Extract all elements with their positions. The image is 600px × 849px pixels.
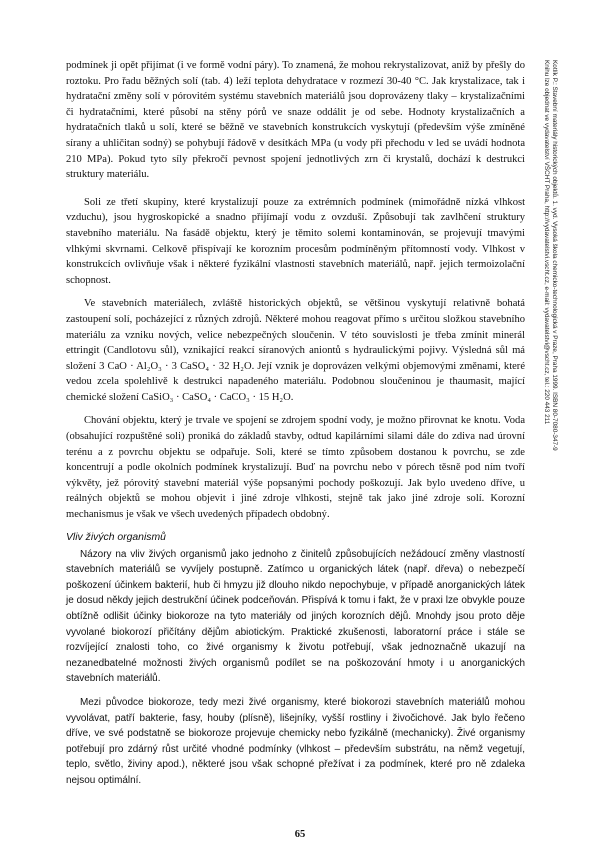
body-text bbox=[66, 58, 525, 797]
side-citation bbox=[542, 60, 558, 451]
paragraph-3: Ve stavebních materiálech, zvláště historických objektů, se většinou vyskytují relativně bohatá zastoupení solí, pocházející z různých zdrojů. Některé mohou reagovat přímo s určitou složkou stavebního materiálu za vzniku nových, velice nebezpečných sloučenin. V této souvislosti je třeba zmínit minerál ettringit (Candlotovu sůl), vznikající reakcí síranových aniontů s hydraulickými pojivy. Výsledná sůl má složení 3 CaO · Al₂O₃ · 3 CaSO₄ · 32 H₂O. Její vznik je doprovázen velkými objemovými změnami, které vedou zcela spolehlivě k destrukci napadeného materiálu. Podobnou sloučeninou je thaumasit, mající chemické složení CaSiO₃ · CaSO₄ · CaCO₃ · 15 H₂O. bbox=[66, 298, 525, 403]
section-living-organisms bbox=[66, 531, 525, 789]
paragraph-2: Soli ze třetí skupiny, které krystalizují pouze za extrémních podmínek (mimořádně nízká vlhkost vzduchu), jsou hygroskopické a snadno přijímají vodu z ovzduší. Způsobují tak zavlhčení struktury stavebního materiálu. Na fasádě objektu, který je těmito solemi kontaminován, se projevují tmavými vlhkými skvrnami. Celkově přispívají ke korozním procesům podmíněným přítomností vody. Vlhkost v konstrukcích ovlivňuje však i některé fyzikální vlastnosti stavebních materiálů, např. jejich termoizolační schopnost. bbox=[66, 196, 525, 286]
paragraph-1: podmínek ji opět přijímat (i ve formě vodní páry). To znamená, že mohou rekrystalizovat, aniž by přešly do roztoku. Pro řadu běžných solí (tab. 4) leží teplota dehydratace v rozmezí 30-40 °C. Jak krystalizace, tak i hydratační změny solí v pórovitém systému stavebních materiálů jsou doprovázeny tlaky – krystalizačními či hydratačními, které působí na stěny pórů ve snaze oddálit je od sebe. Hodnoty krystalizačních a hydratačních tlaků u solí, které se běžně ve stavebních konstrukcích vyskytují (především výše zmíněné sírany a uhličitan sodný) se pohybují řádově v desítkách MPa (u vody při přechodu v led se uvádí hodnota 210 MPa). Pokud tyto síly překročí pevnost spojení jednotlivých zrn či krystalů, dochází k destrukci struktury materiálu. bbox=[66, 60, 525, 181]
citation-line-2: Knihu lze objednat ve vydavatelství VŠCHT Praha, http://vydavatelstvi.vscht.cz, e-mail: vydavatelstvi@vscht.cz, tel.: 220 443 211 bbox=[543, 60, 550, 425]
section-heading: Vliv živých organismů bbox=[66, 531, 166, 543]
citation-line-1: Kotlík P.: Stavební materiály historických objektů. 1. vyd. Vysoká škola chemicko-technologická v Praze, Praha 1999. ISBN 80-7080-347-9 bbox=[551, 60, 558, 451]
section-paragraph-1: Názory na vliv živých organismů jako jednoho z činitelů způsobujících nežádoucí změny vlastností stavebních materiálů se vyvíjely postupně. Zatímco u organických látek (např. dřeva) o nebezpečí poškození účinkem bakterií, hub či hmyzu již dlouho nikdo nepochybuje, v případě anorganických látek je dosud někdy jejich destrukční účinek podceňován. Přispívá k tomu i fakt, že v praxi lze obvykle pouze obtížně odlišit účinky biokoroze na tyto materiály od jiných korozních dějů. Mnohdy jsou proto děje vyvolané biokorozí přičítány dějům abiotickým. Praktické zkušenosti, laboratorní práce i stále se rozvíjející znalosti toho, co živé organismy k životu potřebují, však jednoznačně ukazují na nezanedbatelné možnosti živých organismů podílet se na poškozování hmoty i u anorganických stavebních materiálů. bbox=[66, 548, 525, 685]
paragraph-4: Chování objektu, který je trvale ve spojení se zdrojem spodní vody, je možno přirovnat ke knotu. Voda (obsahující rozpuštěné soli) proniká do základů stavby, odtud kapilárními silami dále do zdiva nad úrovní terénu a z povrchu objektu se odpařuje. Soli, které se tímto způsobem dostanou k povrchu, se zde koncentrují a podle okolních podmínek krystalizují. Buď na povrchu nebo v pórech těsně pod ním tvoří výkvěty, jež pórovitý stavební materiál výše popsanými pochody poškozují. Jak bylo uvedeno dříve, u reálných objektů se mohou objevit i jiné zdroje vlhkosti, stejně tak jako jiné zdroje solí. Korozní mechanismus je však ve všech uvedených případech obdobný. bbox=[66, 415, 525, 521]
section-paragraph-2: Mezi původce biokoroze, tedy mezi živé organismy, které biokorozi stavebních materiálů mohou vyvolávat, patří bakterie, fasy, houby (plísně), lišejníky, vyšší rostliny i živočichové. Jak bylo řečeno dříve, ve své podstatně se biokoroze projevuje chemicky nebo fyzikálně (mechanicky). Živé organismy potřebují pro zdárný růst určité vhodné podmínky (vlhkost – především substrátu, na němž vegetují, teplo, světlo, živiny apod.), některé jsou však schopné přežívat i za podmínek, které pro ně zdaleka nejsou optimální. bbox=[66, 696, 525, 786]
page-number: 65 bbox=[294, 829, 306, 840]
